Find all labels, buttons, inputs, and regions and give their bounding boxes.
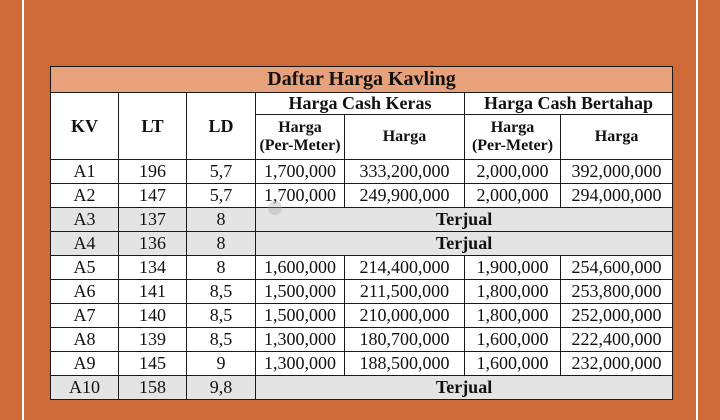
cell-ld: 8,5 bbox=[187, 304, 256, 328]
table-row bbox=[51, 160, 673, 184]
cell-lt: 136 bbox=[119, 232, 187, 256]
header-bertahap-per-meter-line1: Harga bbox=[490, 119, 535, 136]
cell-bertahap-harga: 232,000,000 bbox=[561, 352, 673, 376]
cell-ld: 5,7 bbox=[187, 160, 256, 184]
header-cash-bertahap: Harga Cash Bertahap bbox=[465, 93, 673, 115]
cell-ld: 8,5 bbox=[187, 280, 256, 304]
cell-lt: 137 bbox=[119, 208, 187, 232]
cell-ld: 9,8 bbox=[187, 376, 256, 400]
cell-bertahap-per-meter: 2,000,000 bbox=[465, 160, 561, 184]
sold-status: Terjual bbox=[256, 376, 673, 400]
header-keras-per-meter-line2: (Per-Meter) bbox=[259, 137, 341, 154]
cell-bertahap-harga: 253,800,000 bbox=[561, 280, 673, 304]
cell-kv: A4 bbox=[51, 232, 119, 256]
cell-ld: 8,5 bbox=[187, 328, 256, 352]
cell-bertahap-harga: 252,000,000 bbox=[561, 304, 673, 328]
price-table bbox=[50, 66, 673, 400]
cell-keras-harga: 333,200,000 bbox=[345, 160, 465, 184]
cell-keras-per-meter: 1,600,000 bbox=[256, 256, 345, 280]
header-lt: LT bbox=[119, 93, 187, 160]
header-keras-per-meter bbox=[256, 115, 345, 160]
cell-kv: A9 bbox=[51, 352, 119, 376]
table-row-sold bbox=[51, 232, 673, 256]
cell-ld: 8 bbox=[187, 256, 256, 280]
cell-keras-harga: 214,400,000 bbox=[345, 256, 465, 280]
cell-keras-per-meter: 1,700,000 bbox=[256, 160, 345, 184]
cell-bertahap-per-meter: 1,800,000 bbox=[465, 304, 561, 328]
cell-ld: 5,7 bbox=[187, 184, 256, 208]
cell-lt: 134 bbox=[119, 256, 187, 280]
cell-kv: A1 bbox=[51, 160, 119, 184]
table-row bbox=[51, 184, 673, 208]
cell-lt: 141 bbox=[119, 280, 187, 304]
sold-status: Terjual bbox=[256, 232, 673, 256]
frame-left-border bbox=[22, 52, 24, 420]
cell-ld: 8 bbox=[187, 232, 256, 256]
sold-status: Terjual bbox=[256, 208, 673, 232]
cell-bertahap-harga: 222,400,000 bbox=[561, 328, 673, 352]
cell-lt: 145 bbox=[119, 352, 187, 376]
table-row bbox=[51, 256, 673, 280]
cell-kv: A5 bbox=[51, 256, 119, 280]
header-bertahap-harga: Harga bbox=[561, 115, 673, 160]
header-kv: KV bbox=[51, 93, 119, 160]
cell-bertahap-per-meter: 1,600,000 bbox=[465, 352, 561, 376]
cell-keras-harga: 211,500,000 bbox=[345, 280, 465, 304]
header-ld: LD bbox=[187, 93, 256, 160]
cell-bertahap-per-meter: 2,000,000 bbox=[465, 184, 561, 208]
cell-ld: 8 bbox=[187, 208, 256, 232]
cell-keras-per-meter: 1,500,000 bbox=[256, 304, 345, 328]
cell-bertahap-per-meter: 1,900,000 bbox=[465, 256, 561, 280]
table-row bbox=[51, 280, 673, 304]
header-keras-harga: Harga bbox=[345, 115, 465, 160]
frame-top-border bbox=[22, 0, 698, 52]
cell-keras-harga: 210,000,000 bbox=[345, 304, 465, 328]
header-bertahap-per-meter-line2: (Per-Meter) bbox=[471, 137, 554, 154]
cell-bertahap-harga: 294,000,000 bbox=[561, 184, 673, 208]
table-title: Daftar Harga Kavling bbox=[51, 67, 673, 93]
cell-keras-harga: 249,900,000 bbox=[345, 184, 465, 208]
cell-kv: A6 bbox=[51, 280, 119, 304]
header-cash-keras: Harga Cash Keras bbox=[256, 93, 465, 115]
cell-bertahap-harga: 392,000,000 bbox=[561, 160, 673, 184]
cell-lt: 139 bbox=[119, 328, 187, 352]
header-bertahap-per-meter bbox=[465, 115, 561, 160]
cell-lt: 196 bbox=[119, 160, 187, 184]
cell-lt: 147 bbox=[119, 184, 187, 208]
cell-kv: A8 bbox=[51, 328, 119, 352]
cell-keras-per-meter: 1,300,000 bbox=[256, 352, 345, 376]
table-row bbox=[51, 304, 673, 328]
cell-bertahap-harga: 254,600,000 bbox=[561, 256, 673, 280]
cell-kv: A3 bbox=[51, 208, 119, 232]
cell-keras-per-meter: 1,300,000 bbox=[256, 328, 345, 352]
cell-lt: 158 bbox=[119, 376, 187, 400]
cell-keras-harga: 180,700,000 bbox=[345, 328, 465, 352]
cell-ld: 9 bbox=[187, 352, 256, 376]
table-row bbox=[51, 328, 673, 352]
table-row-sold bbox=[51, 208, 673, 232]
cell-bertahap-per-meter: 1,600,000 bbox=[465, 328, 561, 352]
frame-right-border bbox=[696, 52, 698, 420]
cell-keras-per-meter: 1,700,000 bbox=[256, 184, 345, 208]
cell-kv: A2 bbox=[51, 184, 119, 208]
table-row bbox=[51, 352, 673, 376]
cell-keras-per-meter: 1,500,000 bbox=[256, 280, 345, 304]
header-keras-per-meter-line1: Harga bbox=[278, 119, 322, 136]
cell-kv: A10 bbox=[51, 376, 119, 400]
cell-bertahap-per-meter: 1,800,000 bbox=[465, 280, 561, 304]
cell-lt: 140 bbox=[119, 304, 187, 328]
table-row-sold bbox=[51, 376, 673, 400]
cell-keras-harga: 188,500,000 bbox=[345, 352, 465, 376]
cell-kv: A7 bbox=[51, 304, 119, 328]
